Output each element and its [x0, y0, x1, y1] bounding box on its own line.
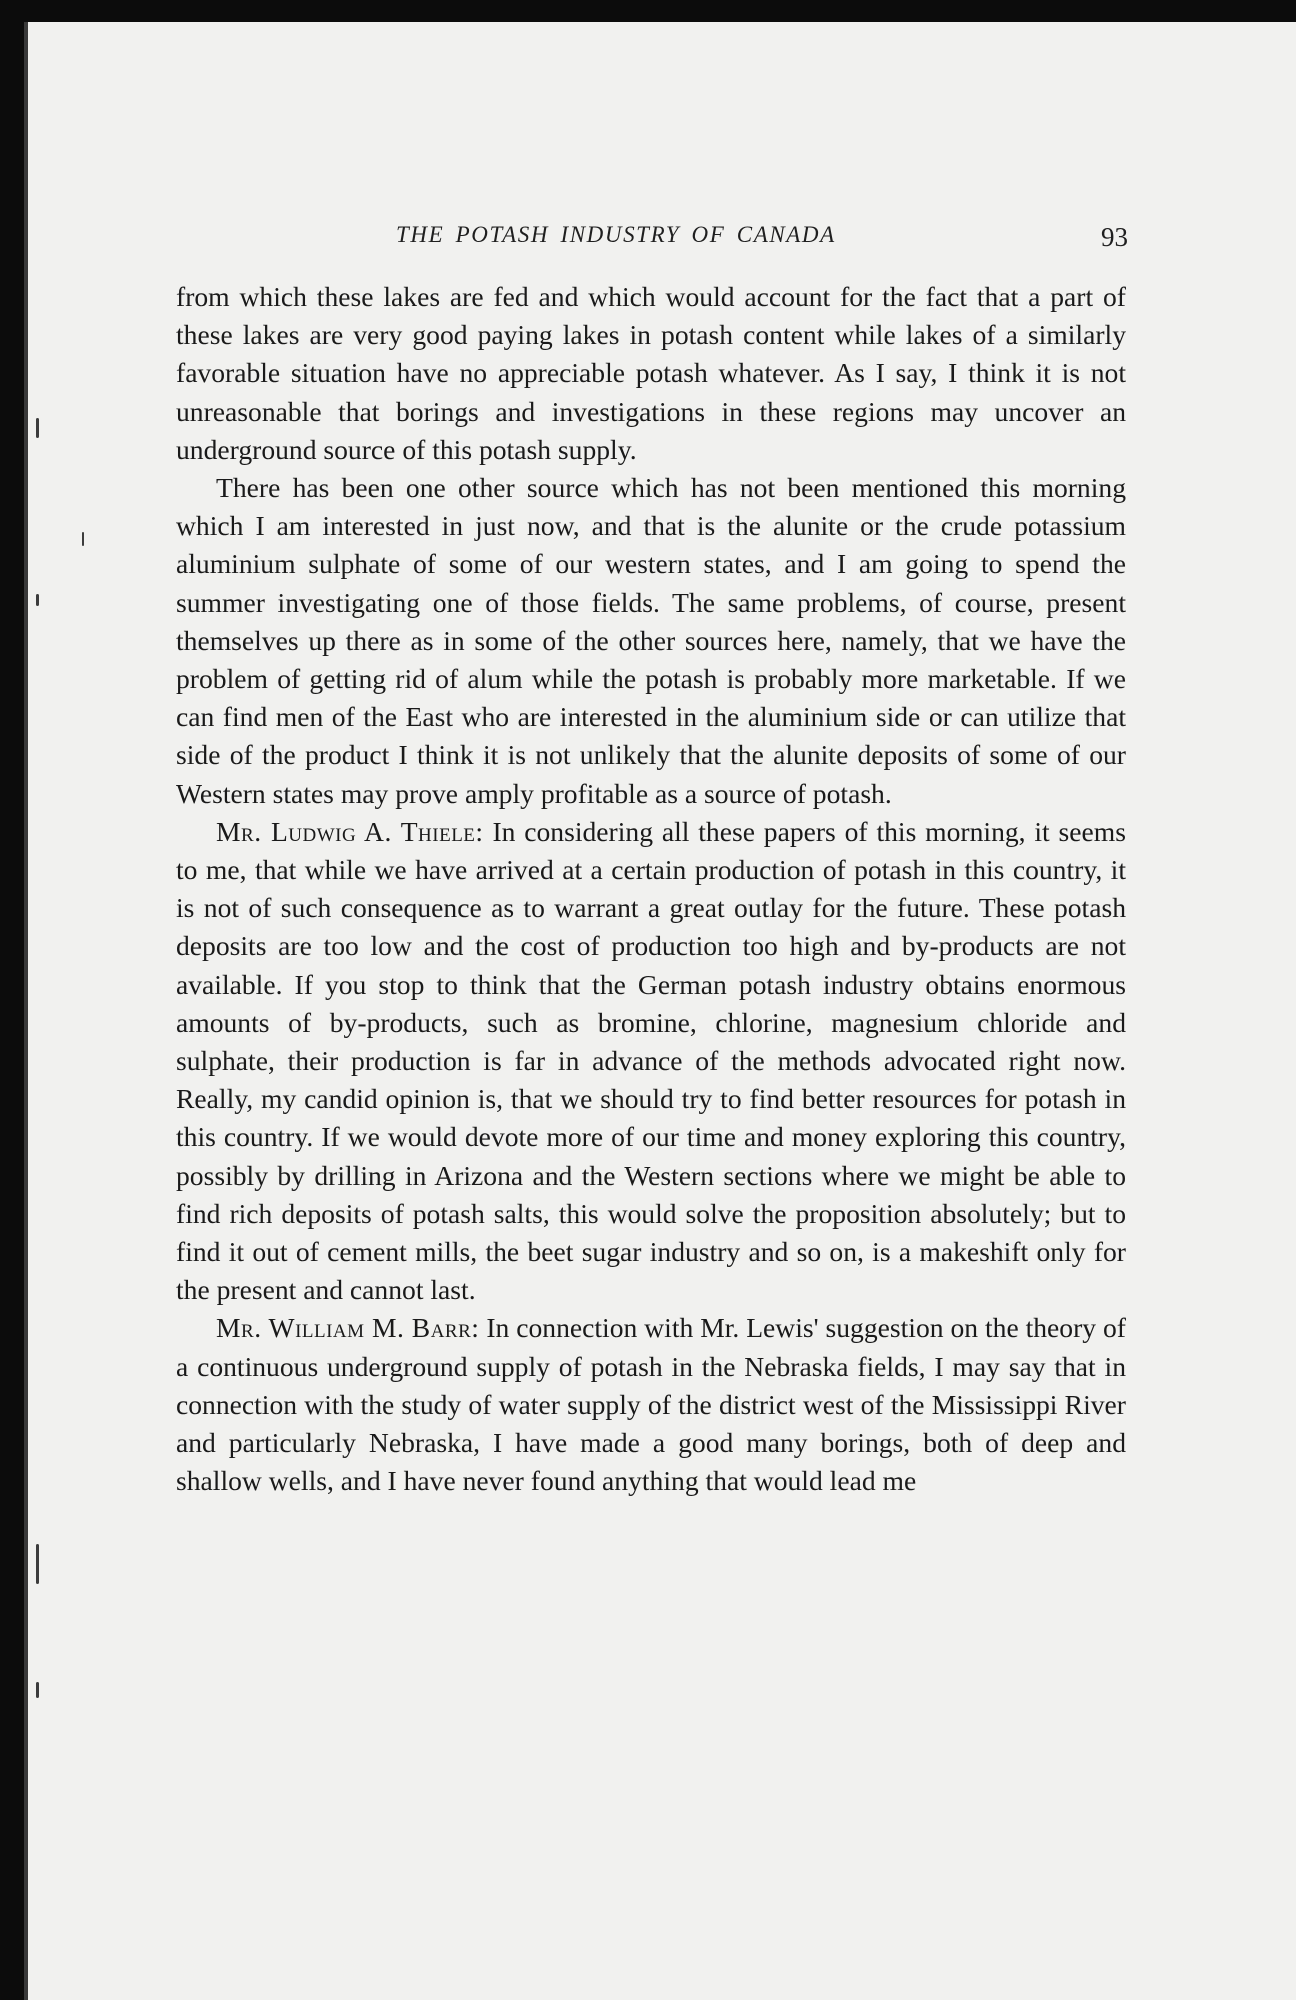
- paragraph-text: from which these lakes are fed and which would account for the fact that a part of these lakes are very good paying lakes in potash content while lakes of a similarly favorable situation have no appreciable potash whatever. As I say, I think it is not unreasonable that borings and investigations in these regions may uncover an underground source of this potash supply.: [176, 281, 1126, 465]
- body-text: [176, 278, 1126, 1501]
- margin-mark: [36, 418, 39, 438]
- speaker-name: Mr. William M. Barr:: [216, 1312, 480, 1344]
- paragraph: [176, 469, 1126, 813]
- paragraph-text: There has been one other source which has not been mentioned this morning which I am interested in just now, and that is the alunite or the crude potassium aluminium sulphate of some of our western states, and I am going to spend the summer investigating one of those fields. The same problems, of course, present themselves up there as in some of the other sources here, namely, that we have the problem of getting rid of alum while the potash is probably more marketable. If we can find men of the East who are interested in the aluminium side or can utilize that side of the product I think it is not unlikely that the alunite deposits of some of our Western states may prove amply profitable as a source of potash.: [176, 472, 1126, 809]
- paragraph: [176, 278, 1126, 469]
- paragraph-text: In connection with Mr. Lewis' suggestion on the theory of a continuous underground supply of potash in the Nebraska fields, I may say that in connection with the study of water supply of the district west of the Mississippi River and particularly Nebraska, I have made a good many borings, both of deep and shallow wells, and I have never found anything that would lead me: [176, 1312, 1126, 1497]
- margin-mark: [36, 594, 39, 606]
- running-title: THE POTASH INDUSTRY OF CANADA: [396, 222, 836, 247]
- margin-mark: [36, 1544, 39, 1584]
- paragraph: [176, 1309, 1126, 1500]
- page-header: [178, 222, 1128, 262]
- paragraph: [176, 813, 1126, 1310]
- page-number: 93: [1101, 222, 1128, 252]
- speaker-name: Mr. Ludwig A. Thiele:: [216, 815, 484, 847]
- margin-mark: [36, 1682, 39, 1698]
- paragraph-text: In considering all these papers of this morning, it seems to me, that while we have arrived at a certain production of potash in this country, it is not of such consequence as to warrant a great outlay for the future. These potash deposits are too low and the cost of production too high and by-products are not available. If you stop to think that the German potash industry obtains enormous amounts of by-products, such as bromine, chlorine, magnesium chloride and sulphate, their production is far in advance of the methods advocated right now. Really, my candid opinion is, that we should try to find better resources for potash in this country. If we would devote more of our time and money exploring this country, possibly by drilling in Arizona and the Western sections where we might be able to find rich deposits of potash salts, this would solve the proposition absolutely; but to find it out of cement mills, the beet sugar industry and so on, is a makeshift only for the present and cannot last.: [176, 815, 1126, 1306]
- margin-mark: [82, 532, 84, 546]
